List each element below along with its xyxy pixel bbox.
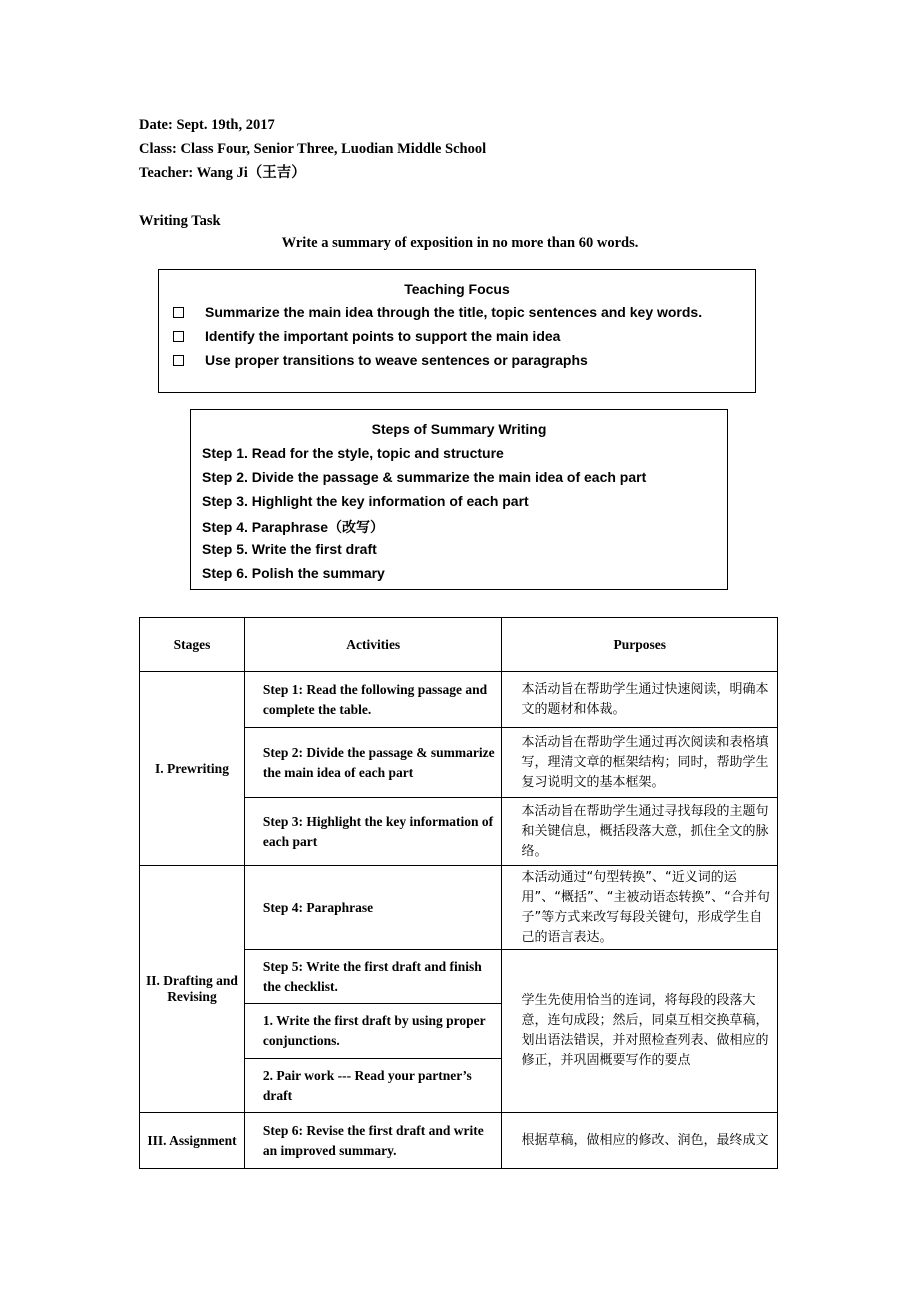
purpose-cell: 本活动旨在帮助学生通过快速阅读，明确本文的题材和体裁。	[502, 672, 778, 728]
summary-step: Step 1. Read for the style, topic and structure	[202, 445, 504, 461]
purpose-cell: 本活动旨在帮助学生通过再次阅读和表格填写，理清文章的框架结构；同时，帮助学生复习说明文的基本框架。	[502, 728, 778, 798]
activity-cell: 2. Pair work --- Read your partner’s draft	[244, 1059, 502, 1113]
summary-step: Step 5. Write the first draft	[202, 541, 377, 557]
writing-task-instruction: Write a summary of exposition in no more than 60 words.	[281, 235, 639, 251]
checkbox-icon	[173, 331, 184, 342]
activity-cell: 1. Write the first draft by using proper conjunctions.	[244, 1004, 502, 1059]
checkbox-icon	[173, 307, 184, 318]
focus-item: Summarize the main idea through the title, topic sentences and key words.	[173, 304, 702, 320]
lesson-class: Class: Class Four, Senior Three, Luodian Middle School	[139, 141, 487, 157]
activity-cell: Step 2: Divide the passage & summarize the main idea of each part	[244, 728, 502, 798]
purpose-cell: 学生先使用恰当的连词，将每段的段落大意，连句成段；然后，同桌互相交换草稿，划出语法错误，并对照检查列表、做相应的修正，并巩固概要写作的要点	[502, 950, 778, 1113]
stage-cell: III. Assignment	[140, 1113, 245, 1169]
table-row	[140, 1113, 778, 1169]
stage-cell: II. Drafting and Revising	[140, 866, 245, 1113]
summary-steps-title: Steps of Summary Writing	[371, 421, 547, 437]
teaching-focus-title: Teaching Focus	[404, 281, 510, 297]
lesson-date: Date: Sept. 19th, 2017	[139, 117, 275, 133]
activity-cell: Step 5: Write the first draft and finish the checklist.	[244, 950, 502, 1004]
table-row	[140, 672, 778, 728]
col-header-purposes: Purposes	[502, 618, 778, 672]
col-header-activities: Activities	[244, 618, 502, 672]
writing-task-heading: Writing Task	[139, 213, 221, 229]
activity-cell: Step 4: Paraphrase	[244, 866, 502, 950]
lesson-teacher: Teacher: Wang Ji（王吉）	[139, 165, 306, 181]
checkbox-icon	[173, 355, 184, 366]
summary-step: Step 3. Highlight the key information of each part	[202, 493, 529, 509]
summary-steps-box	[190, 409, 728, 590]
stage-cell: I. Prewriting	[140, 672, 245, 866]
activity-cell: Step 3: Highlight the key information of each part	[244, 798, 502, 866]
summary-step: Step 2. Divide the passage & summarize the main idea of each part	[202, 469, 647, 485]
col-header-stages: Stages	[140, 618, 245, 672]
purpose-cell: 本活动旨在帮助学生通过寻找每段的主题句和关键信息，概括段落大意，抓住全文的脉络。	[502, 798, 778, 866]
lesson-plan-table	[139, 617, 778, 1169]
summary-step: Step 6. Polish the summary	[202, 565, 385, 581]
purpose-cell: 本活动通过“句型转换”、“近义词的运用”、“概括”、“主被动语态转换”、“合并句子”等方式来改写每段关键句，形成学生自己的语言表达。	[502, 866, 778, 950]
focus-item: Identify the important points to support the main idea	[173, 328, 560, 344]
table-row	[140, 866, 778, 950]
summary-step: Step 4. Paraphrase（改写）	[202, 519, 385, 535]
purpose-cell: 根据草稿，做相应的修改、润色，最终成文	[502, 1113, 778, 1169]
focus-item: Use proper transitions to weave sentences or paragraphs	[173, 352, 588, 368]
teaching-focus-box	[158, 269, 756, 393]
activity-cell: Step 6: Revise the first draft and write an improved summary.	[244, 1113, 502, 1169]
activity-cell: Step 1: Read the following passage and complete the table.	[244, 672, 502, 728]
table-header-row	[140, 618, 778, 672]
